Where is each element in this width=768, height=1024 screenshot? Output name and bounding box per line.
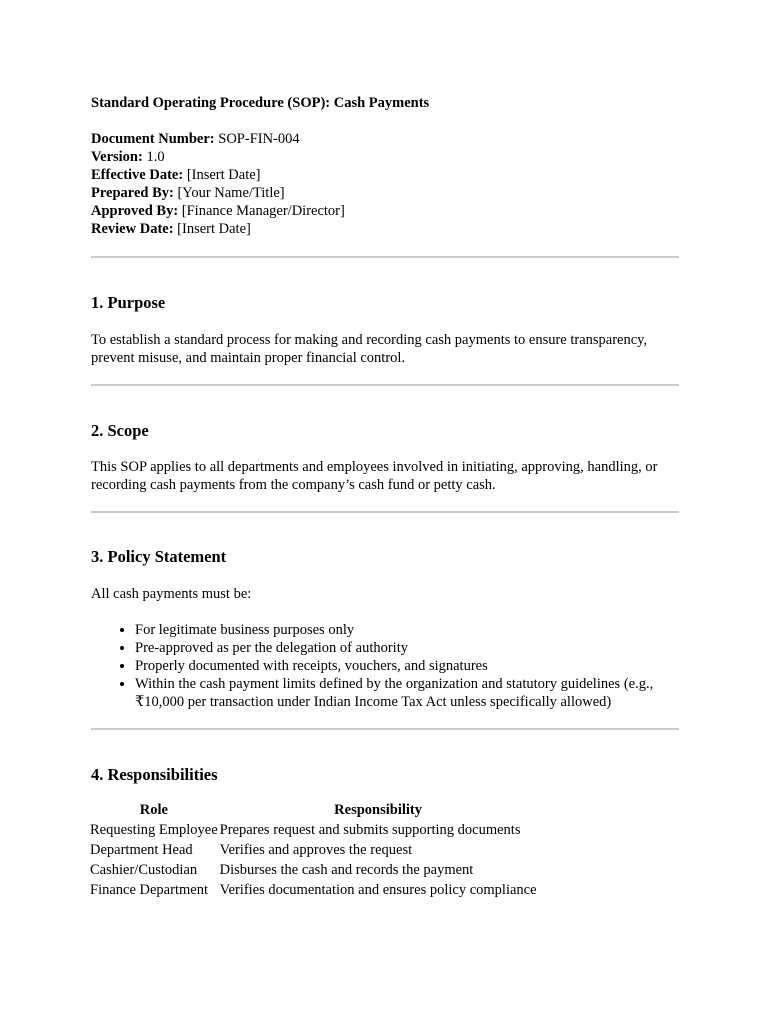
meta-value: SOP-FIN-004 xyxy=(218,131,300,147)
meta-effective-date xyxy=(91,166,679,184)
responsibility-cell: Disburses the cash and records the payment xyxy=(219,862,474,878)
meta-prepared-by xyxy=(91,184,679,202)
section-divider xyxy=(91,256,679,258)
responsibility-cell: Verifies and approves the request xyxy=(219,842,413,858)
role-cell: Department Head xyxy=(90,842,193,858)
table-row xyxy=(90,821,539,841)
meta-value: [Your Name/Title] xyxy=(177,185,285,201)
meta-label: Document Number: xyxy=(91,131,215,147)
responsibility-cell: Verifies documentation and ensures policy compliance xyxy=(219,882,537,898)
list-item: • For legitimate business purposes only xyxy=(135,621,679,639)
meta-label: Prepared By: xyxy=(91,185,174,201)
scope-text: This SOP applies to all departments and employees involved in initiating, approving, handling, or recording cash payments from the company’s cash fund or petty cash. xyxy=(91,459,658,493)
role-cell: Requesting Employee xyxy=(90,822,218,838)
meta-value: [Insert Date] xyxy=(186,167,261,183)
list-item: • Within the cash payment limits defined by the organization and statutory guidelines (e.g., ₹10,000 per transaction under Indian Income Tax Act unless specifically allowed) xyxy=(135,675,679,711)
table-row xyxy=(90,861,539,881)
document-metadata xyxy=(91,130,679,238)
meta-value: [Finance Manager/Director] xyxy=(181,203,345,219)
table-row xyxy=(90,841,539,861)
role-cell: Finance Department xyxy=(90,882,208,898)
table-header-row xyxy=(90,801,539,821)
section-divider xyxy=(91,728,679,730)
meta-label: Effective Date: xyxy=(91,167,184,183)
purpose-text: To establish a standard process for making and recording cash payments to ensure transparency, prevent misuse, and maintain proper financial control. xyxy=(91,332,648,366)
column-header-responsibility: Responsibility xyxy=(334,802,423,818)
meta-version xyxy=(91,148,679,166)
purpose-heading: 1. Purpose xyxy=(91,293,166,312)
document-body xyxy=(91,94,679,901)
meta-value: [Insert Date] xyxy=(177,221,251,237)
responsibilities-heading: 4. Responsibilities xyxy=(91,765,218,784)
meta-label: Review Date: xyxy=(91,221,174,237)
column-header-role: Role xyxy=(139,802,168,818)
role-cell: Cashier/Custodian xyxy=(90,862,198,878)
policy-heading: 3. Policy Statement xyxy=(91,547,227,566)
policy-intro: All cash payments must be: xyxy=(91,586,252,602)
section-divider xyxy=(91,511,679,513)
meta-label: Version: xyxy=(91,149,143,165)
document-title: Standard Operating Procedure (SOP): Cash Payments xyxy=(91,95,430,111)
policy-list xyxy=(91,621,679,711)
responsibilities-table xyxy=(90,801,539,901)
meta-document-number xyxy=(91,130,679,148)
meta-review-date xyxy=(91,220,679,238)
table-row xyxy=(90,881,539,901)
meta-approved-by xyxy=(91,202,679,220)
scope-heading: 2. Scope xyxy=(91,421,149,440)
list-item: • Pre-approved as per the delegation of authority xyxy=(135,639,679,657)
responsibility-cell: Prepares request and submits supporting documents xyxy=(219,822,521,838)
meta-value: 1.0 xyxy=(146,149,165,165)
list-item: • Properly documented with receipts, vouchers, and signatures xyxy=(135,657,679,675)
meta-label: Approved By: xyxy=(91,203,179,219)
section-divider xyxy=(91,384,679,386)
